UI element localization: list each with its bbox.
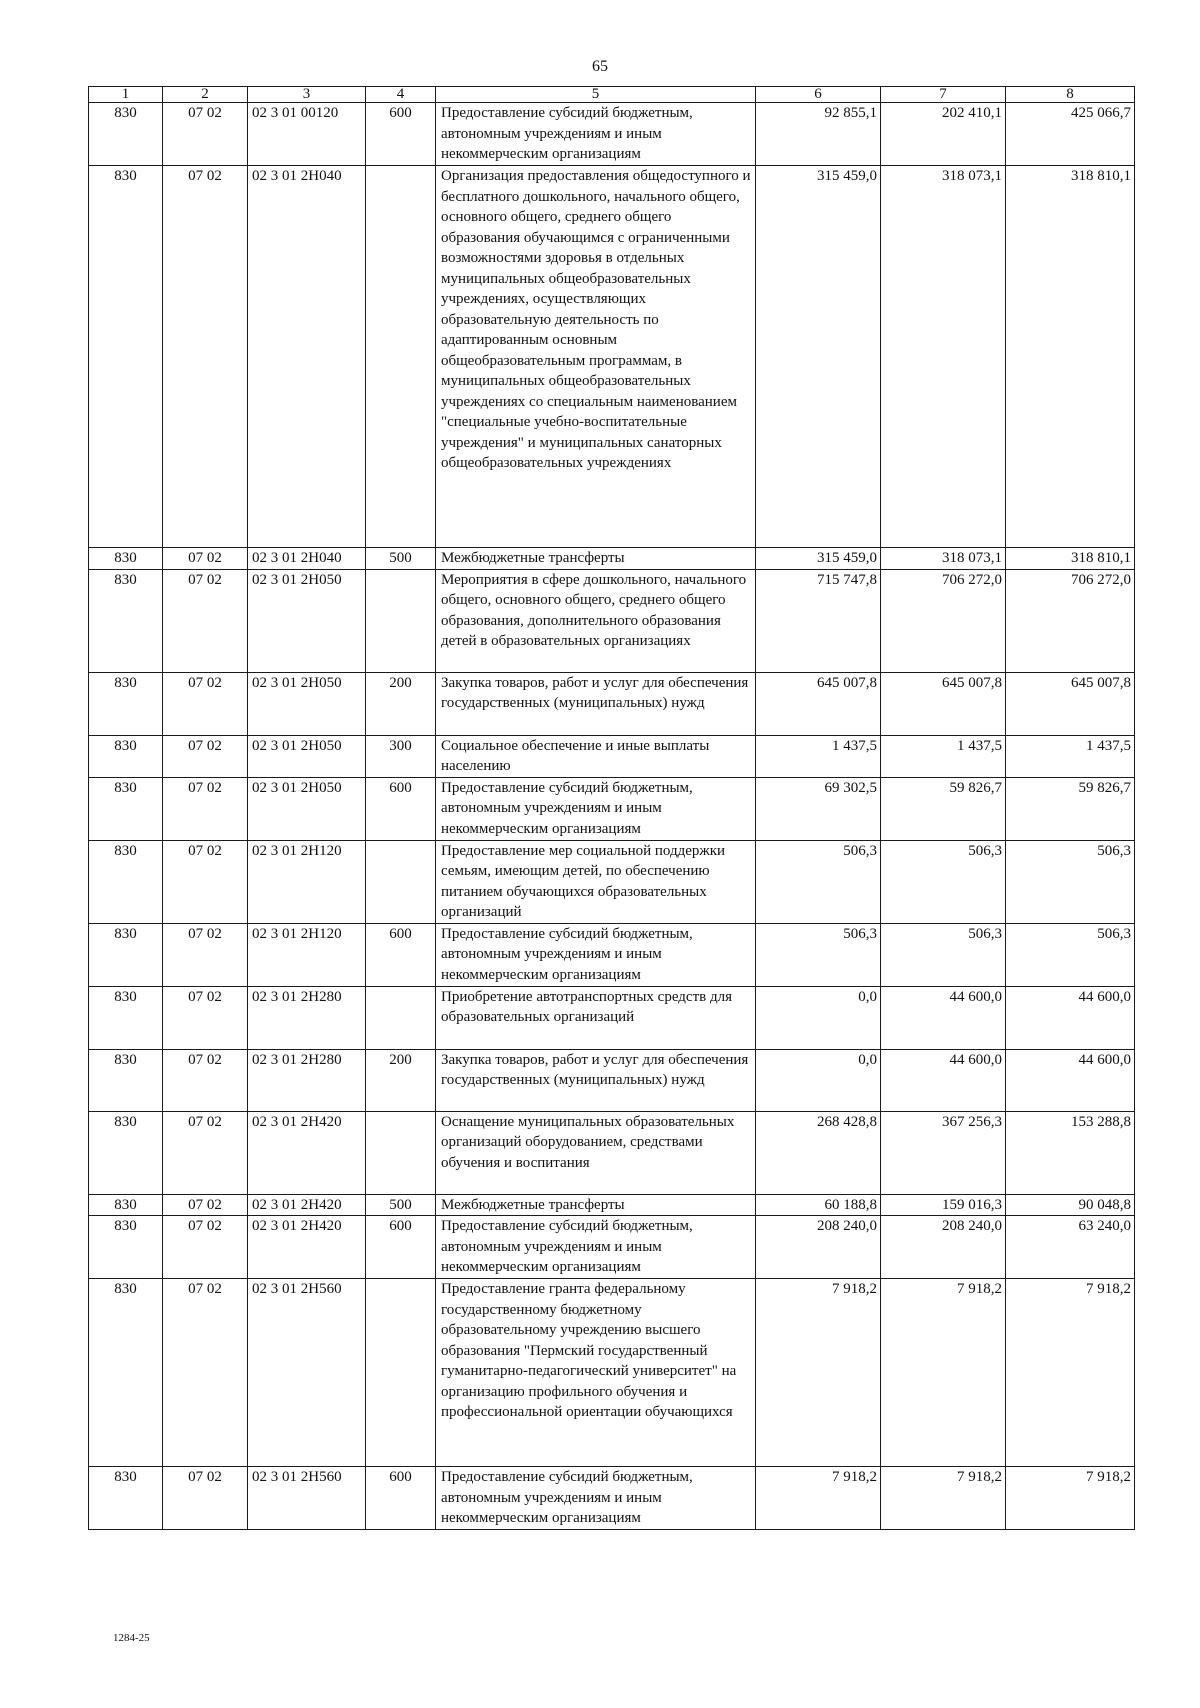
- amount-col7-cell: 208 240,0: [881, 1216, 1006, 1279]
- expense-type-code-cell: 500: [366, 1194, 436, 1216]
- page-number: 65: [592, 58, 608, 75]
- amount-col7-cell: 202 410,1: [881, 103, 1006, 166]
- grbs-code-cell: 830: [89, 1111, 163, 1194]
- section-code-cell: 07 02: [163, 923, 248, 986]
- target-article-code-cell: 02 3 01 00120: [248, 103, 366, 166]
- target-article-code-cell: 02 3 01 2Н050: [248, 672, 366, 735]
- target-article-code-cell: 02 3 01 2Н420: [248, 1111, 366, 1194]
- amount-col8-cell: 7 918,2: [1006, 1279, 1135, 1467]
- section-code-cell: 07 02: [163, 986, 248, 1049]
- description-cell: Межбюджетные трансферты: [436, 1194, 756, 1216]
- amount-col7-cell: 159 016,3: [881, 1194, 1006, 1216]
- section-code-cell: 07 02: [163, 569, 248, 672]
- amount-col6-cell: 7 918,2: [756, 1467, 881, 1530]
- table-row: [89, 777, 1135, 840]
- column-header-6: 6: [756, 87, 881, 103]
- target-article-code-cell: 02 3 01 2Н050: [248, 569, 366, 672]
- amount-col6-cell: 208 240,0: [756, 1216, 881, 1279]
- expense-type-code-cell: 600: [366, 1467, 436, 1530]
- amount-col6-cell: 1 437,5: [756, 735, 881, 777]
- grbs-code-cell: 830: [89, 735, 163, 777]
- description-cell: Предоставление мер социальной поддержки семьям, имеющим детей, по обеспечению питанием обучающихся образовательных организаций: [436, 840, 756, 923]
- target-article-code-cell: 02 3 01 2Н420: [248, 1216, 366, 1279]
- section-code-cell: 07 02: [163, 1279, 248, 1467]
- expense-type-code-cell: 200: [366, 672, 436, 735]
- grbs-code-cell: 830: [89, 672, 163, 735]
- grbs-code-cell: 830: [89, 166, 163, 548]
- grbs-code-cell: 830: [89, 1216, 163, 1279]
- description-cell: Предоставление субсидий бюджетным, автономным учреждениям и иным некоммерческим организациям: [436, 103, 756, 166]
- amount-col6-cell: 315 459,0: [756, 166, 881, 548]
- section-code-cell: 07 02: [163, 103, 248, 166]
- amount-col7-cell: 506,3: [881, 840, 1006, 923]
- amount-col7-cell: 645 007,8: [881, 672, 1006, 735]
- section-code-cell: 07 02: [163, 1111, 248, 1194]
- amount-col8-cell: 706 272,0: [1006, 569, 1135, 672]
- description-cell: Закупка товаров, работ и услуг для обеспечения государственных (муниципальных) нужд: [436, 1049, 756, 1111]
- section-code-cell: 07 02: [163, 672, 248, 735]
- section-code-cell: 07 02: [163, 1467, 248, 1530]
- column-header-4: 4: [366, 87, 436, 103]
- table-row: [89, 1279, 1135, 1467]
- description-cell: Закупка товаров, работ и услуг для обеспечения государственных (муниципальных) нужд: [436, 672, 756, 735]
- description-cell: Мероприятия в сфере дошкольного, начального общего, основного общего, среднего общего образования, дополнительного образования детей в образовательных организациях: [436, 569, 756, 672]
- amount-col7-cell: 7 918,2: [881, 1279, 1006, 1467]
- description-cell: Предоставление субсидий бюджетным, автономным учреждениям и иным некоммерческим организациям: [436, 777, 756, 840]
- target-article-code-cell: 02 3 01 2Н560: [248, 1467, 366, 1530]
- expense-type-code-cell: 600: [366, 1216, 436, 1279]
- amount-col6-cell: 715 747,8: [756, 569, 881, 672]
- table-body: [89, 103, 1135, 1530]
- description-cell: Организация предоставления общедоступного и бесплатного дошкольного, начального общего, основного общего, среднего общего образования обучающимся с ограниченными возможностями здоровья в отдельных муниципальных общеобразовательных учреждениях, осуществляющих образовательную деятельность по адаптированным основным общеобразовательным программам, в муниципальных общеобразовательных учреждениях со специальным наименованием "специальные учебно-воспитательные учреждения" и муниципальных санаторных общеобразовательных учреждениях: [436, 166, 756, 548]
- budget-table: [88, 86, 1135, 1530]
- expense-type-code-cell: 600: [366, 103, 436, 166]
- section-code-cell: 07 02: [163, 548, 248, 570]
- grbs-code-cell: 830: [89, 569, 163, 672]
- grbs-code-cell: 830: [89, 986, 163, 1049]
- expense-type-code-cell: 300: [366, 735, 436, 777]
- amount-col6-cell: 0,0: [756, 986, 881, 1049]
- column-header-8: 8: [1006, 87, 1135, 103]
- amount-col7-cell: 44 600,0: [881, 986, 1006, 1049]
- table-row: [89, 103, 1135, 166]
- amount-col6-cell: 92 855,1: [756, 103, 881, 166]
- target-article-code-cell: 02 3 01 2Н560: [248, 1279, 366, 1467]
- amount-col8-cell: 425 066,7: [1006, 103, 1135, 166]
- table-row: [89, 735, 1135, 777]
- document-code: 1284-25: [113, 1632, 150, 1644]
- target-article-code-cell: 02 3 01 2Н120: [248, 840, 366, 923]
- grbs-code-cell: 830: [89, 548, 163, 570]
- amount-col7-cell: 318 073,1: [881, 166, 1006, 548]
- section-code-cell: 07 02: [163, 166, 248, 548]
- expense-type-code-cell: 600: [366, 777, 436, 840]
- table-row: [89, 1049, 1135, 1111]
- description-cell: Социальное обеспечение и иные выплаты населению: [436, 735, 756, 777]
- grbs-code-cell: 830: [89, 923, 163, 986]
- amount-col6-cell: 0,0: [756, 1049, 881, 1111]
- description-cell: Межбюджетные трансферты: [436, 548, 756, 570]
- grbs-code-cell: 830: [89, 840, 163, 923]
- amount-col6-cell: 69 302,5: [756, 777, 881, 840]
- section-code-cell: 07 02: [163, 840, 248, 923]
- amount-col8-cell: 7 918,2: [1006, 1467, 1135, 1530]
- amount-col7-cell: 7 918,2: [881, 1467, 1006, 1530]
- table-row: [89, 1111, 1135, 1194]
- table-row: [89, 166, 1135, 548]
- amount-col6-cell: 268 428,8: [756, 1111, 881, 1194]
- expense-type-code-cell: [366, 569, 436, 672]
- target-article-code-cell: 02 3 01 2Н280: [248, 1049, 366, 1111]
- grbs-code-cell: 830: [89, 777, 163, 840]
- section-code-cell: 07 02: [163, 1049, 248, 1111]
- expense-type-code-cell: [366, 986, 436, 1049]
- table-row: [89, 986, 1135, 1049]
- amount-col7-cell: 506,3: [881, 923, 1006, 986]
- column-header-7: 7: [881, 87, 1006, 103]
- amount-col8-cell: 44 600,0: [1006, 1049, 1135, 1111]
- table-row: [89, 840, 1135, 923]
- amount-col7-cell: 706 272,0: [881, 569, 1006, 672]
- amount-col6-cell: 506,3: [756, 840, 881, 923]
- amount-col8-cell: 318 810,1: [1006, 548, 1135, 570]
- amount-col8-cell: 44 600,0: [1006, 986, 1135, 1049]
- amount-col6-cell: 7 918,2: [756, 1279, 881, 1467]
- amount-col8-cell: 318 810,1: [1006, 166, 1135, 548]
- amount-col8-cell: 506,3: [1006, 923, 1135, 986]
- amount-col8-cell: 506,3: [1006, 840, 1135, 923]
- amount-col7-cell: 367 256,3: [881, 1111, 1006, 1194]
- description-cell: Приобретение автотранспортных средств для образовательных организаций: [436, 986, 756, 1049]
- expense-type-code-cell: 500: [366, 548, 436, 570]
- grbs-code-cell: 830: [89, 1194, 163, 1216]
- target-article-code-cell: 02 3 01 2Н280: [248, 986, 366, 1049]
- description-cell: Предоставление субсидий бюджетным, автономным учреждениям и иным некоммерческим организациям: [436, 1467, 756, 1530]
- target-article-code-cell: 02 3 01 2Н050: [248, 735, 366, 777]
- section-code-cell: 07 02: [163, 777, 248, 840]
- description-cell: Предоставление гранта федеральному государственному бюджетному образовательному учреждению высшего образования "Пермский государственный гуманитарно-педагогический университет" на организацию профильного обучения и профессиональной ориентации обучающихся: [436, 1279, 756, 1467]
- amount-col7-cell: 44 600,0: [881, 1049, 1006, 1111]
- amount-col7-cell: 1 437,5: [881, 735, 1006, 777]
- header-row: [89, 87, 1135, 103]
- expense-type-code-cell: 200: [366, 1049, 436, 1111]
- amount-col7-cell: 318 073,1: [881, 548, 1006, 570]
- grbs-code-cell: 830: [89, 1279, 163, 1467]
- description-cell: Оснащение муниципальных образовательных организаций оборудованием, средствами обучения и воспитания: [436, 1111, 756, 1194]
- amount-col8-cell: 645 007,8: [1006, 672, 1135, 735]
- expense-type-code-cell: [366, 840, 436, 923]
- table-row: [89, 1216, 1135, 1279]
- target-article-code-cell: 02 3 01 2Н040: [248, 166, 366, 548]
- amount-col6-cell: 60 188,8: [756, 1194, 881, 1216]
- expense-type-code-cell: [366, 1111, 436, 1194]
- description-cell: Предоставление субсидий бюджетным, автономным учреждениям и иным некоммерческим организациям: [436, 1216, 756, 1279]
- amount-col8-cell: 63 240,0: [1006, 1216, 1135, 1279]
- expense-type-code-cell: [366, 166, 436, 548]
- section-code-cell: 07 02: [163, 735, 248, 777]
- section-code-cell: 07 02: [163, 1216, 248, 1279]
- column-header-5: 5: [436, 87, 756, 103]
- table-row: [89, 1467, 1135, 1530]
- grbs-code-cell: 830: [89, 1049, 163, 1111]
- column-header-3: 3: [248, 87, 366, 103]
- table-row: [89, 672, 1135, 735]
- grbs-code-cell: 830: [89, 1467, 163, 1530]
- section-code-cell: 07 02: [163, 1194, 248, 1216]
- table-row: [89, 548, 1135, 570]
- amount-col7-cell: 59 826,7: [881, 777, 1006, 840]
- grbs-code-cell: 830: [89, 103, 163, 166]
- column-header-1: 1: [89, 87, 163, 103]
- amount-col8-cell: 59 826,7: [1006, 777, 1135, 840]
- amount-col6-cell: 315 459,0: [756, 548, 881, 570]
- target-article-code-cell: 02 3 01 2Н050: [248, 777, 366, 840]
- expense-type-code-cell: 600: [366, 923, 436, 986]
- target-article-code-cell: 02 3 01 2Н040: [248, 548, 366, 570]
- target-article-code-cell: 02 3 01 2Н120: [248, 923, 366, 986]
- table-row: [89, 923, 1135, 986]
- description-cell: Предоставление субсидий бюджетным, автономным учреждениям и иным некоммерческим организациям: [436, 923, 756, 986]
- amount-col8-cell: 1 437,5: [1006, 735, 1135, 777]
- table-row: [89, 569, 1135, 672]
- column-header-2: 2: [163, 87, 248, 103]
- amount-col6-cell: 506,3: [756, 923, 881, 986]
- expense-type-code-cell: [366, 1279, 436, 1467]
- target-article-code-cell: 02 3 01 2Н420: [248, 1194, 366, 1216]
- amount-col8-cell: 90 048,8: [1006, 1194, 1135, 1216]
- table-row: [89, 1194, 1135, 1216]
- amount-col8-cell: 153 288,8: [1006, 1111, 1135, 1194]
- amount-col6-cell: 645 007,8: [756, 672, 881, 735]
